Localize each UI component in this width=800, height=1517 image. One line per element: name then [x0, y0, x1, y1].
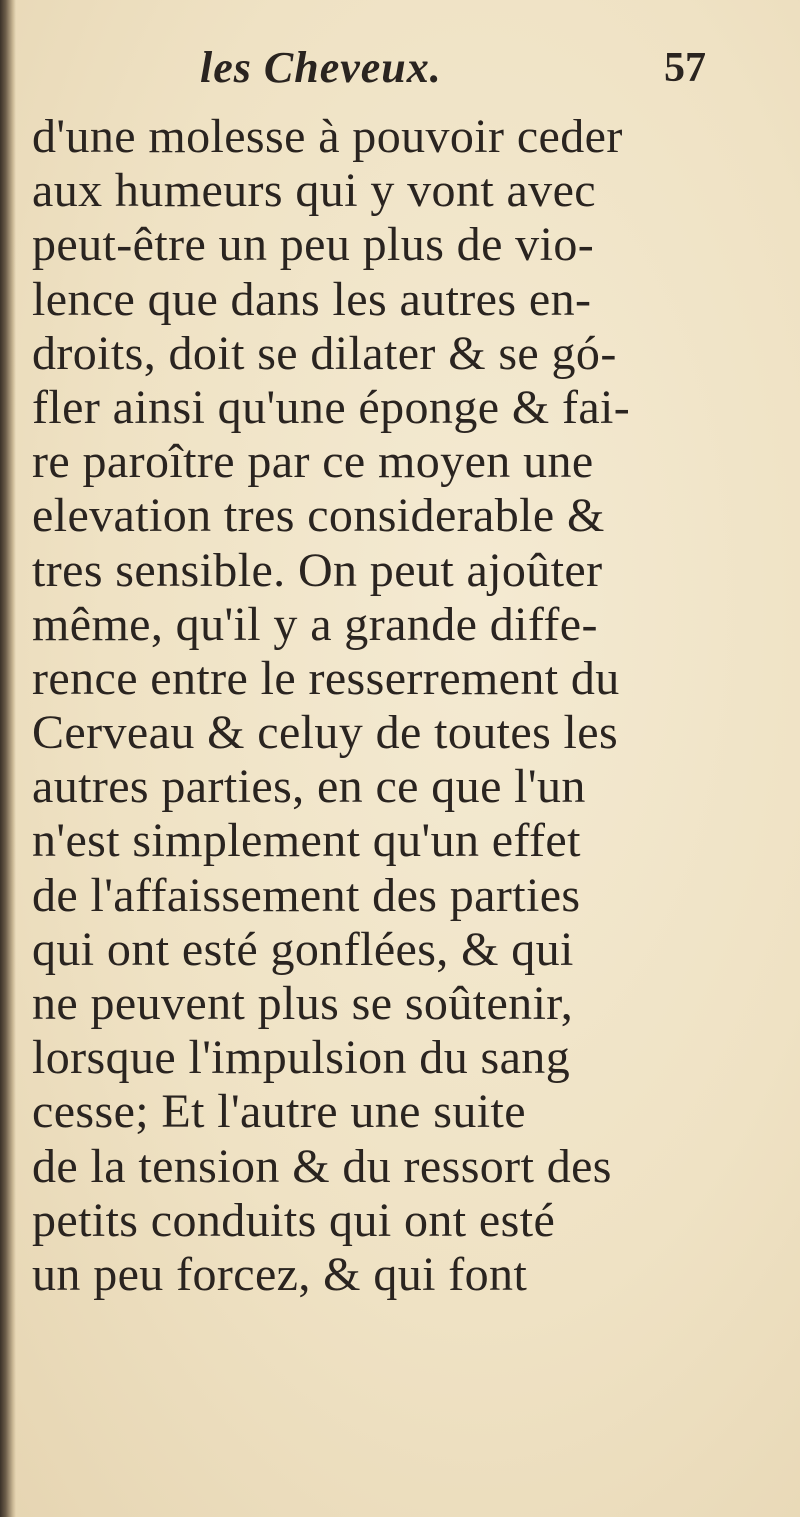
- page-number: 57: [664, 45, 706, 91]
- text-line: re paroître par ce moyen une: [32, 435, 594, 489]
- text-line: petits conduits qui ont esté: [32, 1193, 556, 1247]
- text-line: lence que dans les autres en-: [32, 272, 592, 326]
- page-header: [0, 40, 800, 100]
- text-line: même, qu'il y a grande diffe-: [32, 597, 598, 651]
- text-line: Cerveau & celuy de toutes les: [32, 706, 619, 760]
- text-line: de l'affaissement des parties: [32, 868, 581, 922]
- text-line: autres parties, en ce que l'un: [32, 760, 586, 814]
- text-line: d'une molesse à pouvoir ceder: [32, 110, 623, 163]
- text-line: qui ont esté gonflées, & qui: [32, 922, 574, 976]
- text-line: tres sensible. On peut ajoûter: [32, 543, 603, 597]
- text-line: lorsque l'impulsion du sang: [32, 1031, 571, 1085]
- text-line: fler ainsi qu'une éponge & fai-: [32, 380, 631, 434]
- text-line: ne peuvent plus se soûtenir,: [32, 977, 574, 1030]
- text-line: droits, doit se dilater & se gó-: [32, 326, 617, 380]
- text-line: aux humeurs qui y vont avec: [32, 164, 596, 218]
- text-line: elevation tres considerable &: [32, 489, 605, 543]
- text-line: rence entre le resserrement du: [32, 651, 620, 705]
- text-line: peut-être un peu plus de vio-: [32, 218, 595, 272]
- text-line: n'est simplement qu'un effet: [32, 814, 581, 868]
- running-title: les Cheveux.: [200, 43, 442, 92]
- text-line: de la tension & du ressort des: [32, 1139, 612, 1193]
- page-gutter-shadow: [0, 0, 16, 1517]
- text-line: un peu forcez, & qui font: [32, 1247, 528, 1301]
- body-text: [32, 110, 777, 1302]
- text-line: cesse; Et l'autre une suite: [32, 1085, 526, 1139]
